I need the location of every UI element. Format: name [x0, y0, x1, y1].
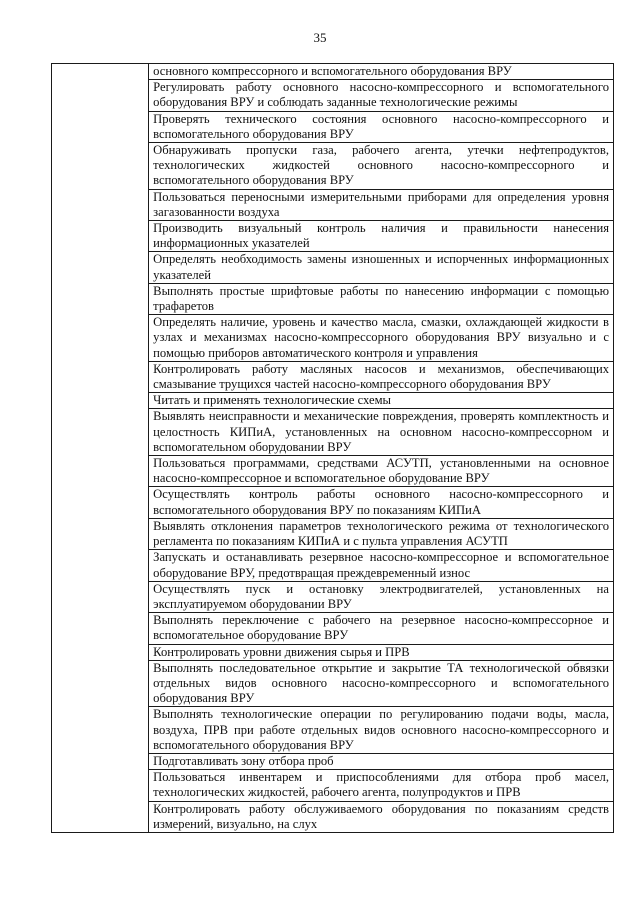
skill-cell: Выполнять переключение с рабочего на резервное насосно-компрессорное и вспомогательное оборудование ВРУ — [149, 613, 614, 644]
skill-cell: основного компрессорного и вспомогательного оборудования ВРУ — [149, 64, 614, 80]
skills-table-body — [52, 64, 614, 833]
skill-cell: Пользоваться программами, средствами АСУТП, установленными на основное насосно-компрессорное и вспомогательное оборудование ВРУ — [149, 456, 614, 487]
left-column-cell — [52, 64, 149, 833]
skill-cell: Контролировать работу масляных насосов и механизмов, обеспечивающих смазывание трущихся частей насосно-компрессорного оборудования ВРУ — [149, 361, 614, 392]
page-number: 35 — [313, 30, 327, 45]
skill-cell: Осуществлять контроль работы основного насосно-компрессорного и вспомогательного оборудования ВРУ по показаниям КИПиА — [149, 487, 614, 518]
skill-cell: Выполнять технологические операции по регулированию подачи воды, масла, воздуха, ПРВ при работе отдельных видов основного насосно-компрессорного и вспомогательного оборудования ВРУ — [149, 707, 614, 754]
skill-cell: Пользоваться инвентарем и приспособлениями для отбора проб масел, технологических жидкостей, рабочего агента, полупродуктов и ПРВ — [149, 770, 614, 801]
skill-cell: Контролировать уровни движения сырья и ПРВ — [149, 644, 614, 660]
skills-table — [51, 63, 614, 833]
skill-cell: Регулировать работу основного насосно-компрессорного и вспомогательного оборудования ВРУ и соблюдать заданные технологические режимы — [149, 80, 614, 111]
skill-cell: Выявлять неисправности и механические повреждения, проверять комплектность и целостность КИПиА, установленных на основном насосно-компрессорном и вспомогательном оборудовании ВРУ — [149, 409, 614, 456]
skill-cell: Обнаруживать пропуски газа, рабочего агента, утечки нефтепродуктов, технологических жидкостей основного насосно-компрессорного и вспомогательного оборудования ВРУ — [149, 143, 614, 190]
skill-cell: Запускать и останавливать резервное насосно-компрессорное и вспомогательное оборудование ВРУ, предотвращая преждевременный износ — [149, 550, 614, 581]
skill-cell: Контролировать работу обслуживаемого оборудования по показаниям средств измерений, визуально, на слух — [149, 801, 614, 832]
skill-cell: Производить визуальный контроль наличия и правильности нанесения информационных указателей — [149, 221, 614, 252]
skill-cell: Читать и применять технологические схемы — [149, 393, 614, 409]
skill-cell: Осуществлять пуск и остановку электродвигателей, установленных на эксплуатируемом оборудовании ВРУ — [149, 581, 614, 612]
skill-cell: Пользоваться переносными измерительными приборами для определения уровня загазованности воздуха — [149, 189, 614, 220]
skill-cell: Выявлять отклонения параметров технологического режима от технологического регламента по показаниям КИПиА и с пульта управления АСУТП — [149, 518, 614, 549]
skill-cell: Подготавливать зону отбора проб — [149, 753, 614, 769]
skill-cell: Выполнять простые шрифтовые работы по нанесению информации с помощью трафаретов — [149, 283, 614, 314]
table-row — [52, 64, 614, 80]
skill-cell: Определять необходимость замены изношенных и испорченных информационных указателей — [149, 252, 614, 283]
skill-cell: Выполнять последовательное открытие и закрытие ТА технологической обвязки отдельных видов основного насосно-компрессорного и вспомогательного оборудования ВРУ — [149, 660, 614, 707]
skill-cell: Проверять технического состояния основного насосно-компрессорного и вспомогательного оборудования ВРУ — [149, 111, 614, 142]
skill-cell: Определять наличие, уровень и качество масла, смазки, охлаждающей жидкости в узлах и механизмах насосно-компрессорного оборудования ВРУ визуально и с помощью приборов автоматического контроля и управления — [149, 315, 614, 362]
